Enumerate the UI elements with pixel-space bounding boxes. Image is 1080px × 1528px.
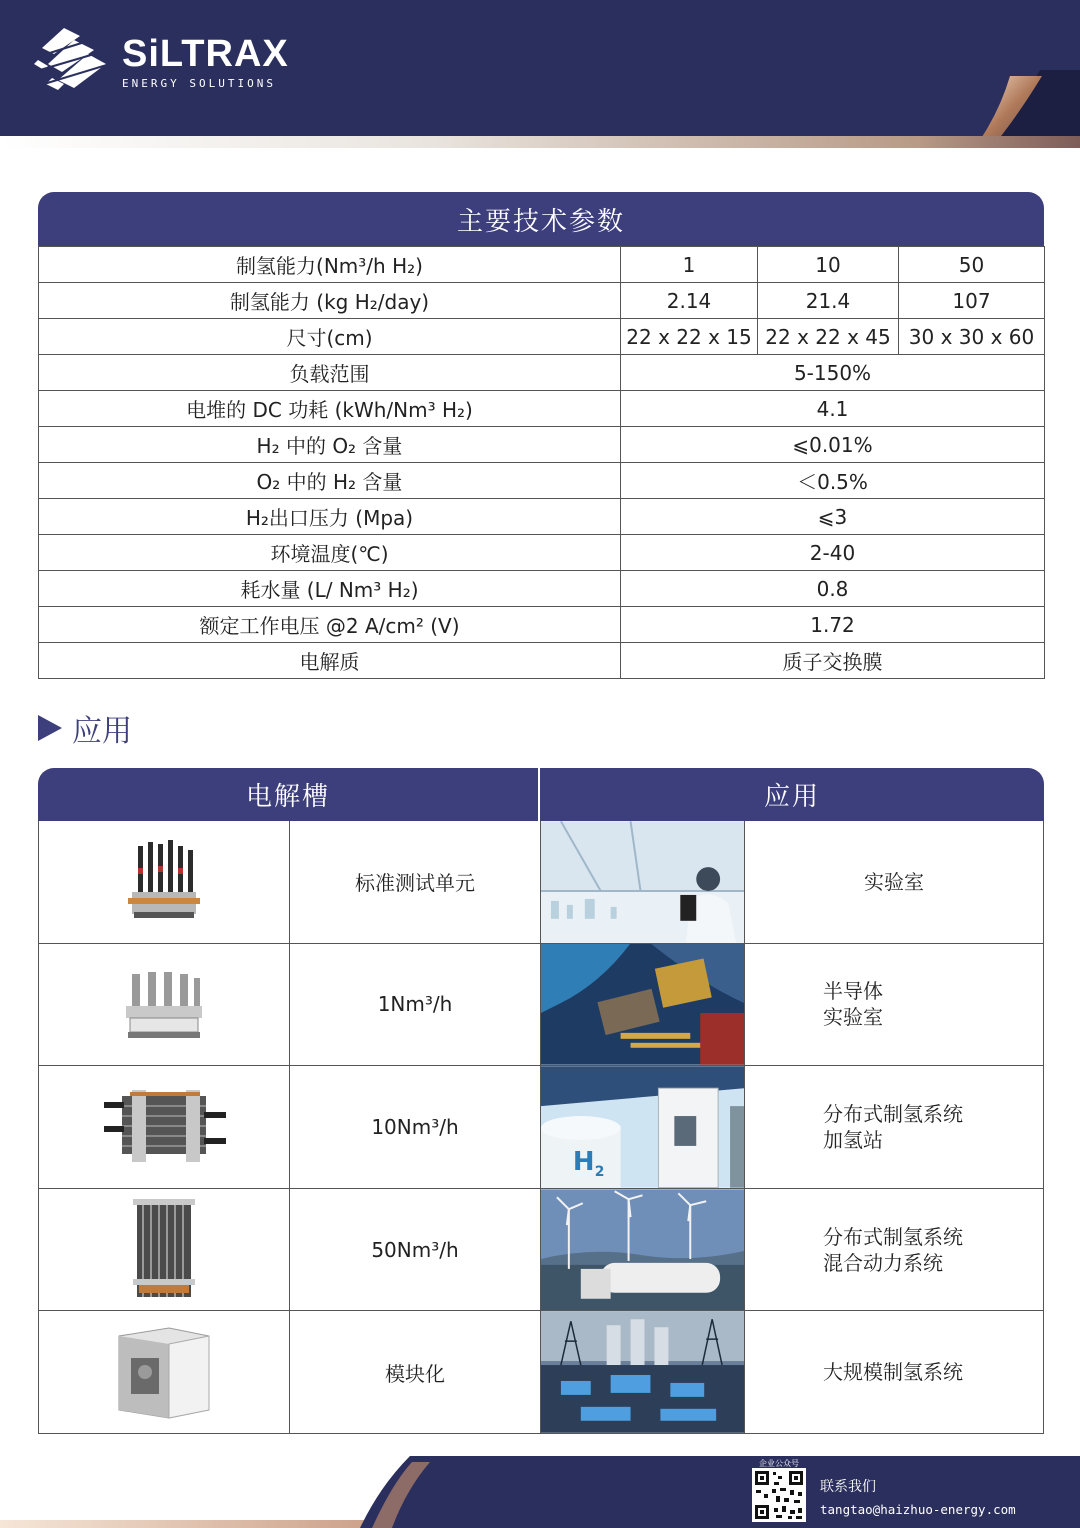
spec-label: H₂出口压力 (Mpa) <box>39 499 621 535</box>
section-heading-text: 应用 <box>72 714 132 749</box>
table-row <box>38 944 1044 1067</box>
application-use-text: 混合动力系统 <box>823 1250 943 1275</box>
header-application: 应用 <box>540 768 1044 821</box>
section-heading <box>38 706 132 750</box>
table-row <box>39 571 1045 607</box>
application-photo-cell <box>540 821 744 943</box>
spec-value: ⩽3 <box>621 499 1045 535</box>
stack-1nm-icon <box>114 954 214 1054</box>
table-row <box>39 607 1045 643</box>
spec-value: 21.4 <box>758 283 899 319</box>
application-photo-cell <box>540 1066 744 1188</box>
spec-value: ⩽0.01% <box>621 427 1045 463</box>
application-table-header <box>38 768 1044 821</box>
device-image-cell <box>38 821 289 943</box>
spec-value: ＜0.5% <box>621 463 1045 499</box>
application-use-text: 半导体 <box>823 979 883 1004</box>
spec-table-body <box>38 246 1045 679</box>
application-table <box>38 768 1044 1434</box>
application-use-text: 加氢站 <box>823 1127 883 1152</box>
lab-photo <box>541 821 744 943</box>
device-model-label: 模块化 <box>289 1311 540 1433</box>
application-use-cell <box>744 821 1044 943</box>
qr-code-label: 企业公众号 <box>759 1459 799 1468</box>
application-use-text: 实验室 <box>823 1005 883 1030</box>
application-use-text: 大规模制氢系统 <box>823 1360 963 1385</box>
device-image-cell <box>38 1189 289 1311</box>
spec-label: 环境温度(℃) <box>39 535 621 571</box>
device-image-cell <box>38 944 289 1066</box>
spec-label: 制氢能力(Nm³/h H₂) <box>39 247 621 283</box>
application-photo-cell <box>540 944 744 1066</box>
svg-text:H: H <box>572 1146 595 1177</box>
application-use-text: 实验室 <box>864 869 924 894</box>
semiconductor-photo <box>541 944 744 1066</box>
table-row <box>39 463 1045 499</box>
table-row <box>39 355 1045 391</box>
spec-value: 4.1 <box>621 391 1045 427</box>
spec-value: 22 x 22 x 15 <box>621 319 758 355</box>
application-use-cell <box>744 1066 1044 1188</box>
table-row <box>39 319 1045 355</box>
module-cabinet-icon <box>109 1322 219 1422</box>
device-image-cell <box>38 1311 289 1433</box>
application-use-text: 分布式制氢系统 <box>823 1101 963 1126</box>
device-model-label: 标准测试单元 <box>289 821 540 943</box>
spec-table <box>38 192 1044 679</box>
test-cell-icon <box>114 832 214 932</box>
spec-value: 107 <box>899 283 1045 319</box>
spec-label: 耗水量 (L/ Nm³ H₂) <box>39 571 621 607</box>
brand-logo[interactable] <box>34 26 289 98</box>
triangle-bullet-icon <box>38 715 62 741</box>
table-row <box>38 821 1044 944</box>
siltrax-wave-icon <box>34 26 110 98</box>
application-use-cell <box>744 1189 1044 1311</box>
application-photo-cell <box>540 1189 744 1311</box>
device-model-label: 50Nm³/h <box>289 1189 540 1311</box>
spec-label: 负载范围 <box>39 355 621 391</box>
application-use-cell <box>744 1311 1044 1433</box>
grid-plant-photo <box>541 1311 744 1433</box>
spec-value: 30 x 30 x 60 <box>899 319 1045 355</box>
table-row <box>39 643 1045 679</box>
spec-table-title: 主要技术参数 <box>38 192 1044 246</box>
table-row <box>38 1311 1044 1434</box>
spec-value: 50 <box>899 247 1045 283</box>
spec-value: 质子交换膜 <box>621 643 1045 679</box>
spec-value: 10 <box>758 247 899 283</box>
brand-tagline: ENERGY SOLUTIONS <box>122 76 276 90</box>
spec-value: 5-150% <box>621 355 1045 391</box>
page-header <box>0 0 1080 148</box>
table-row <box>39 499 1045 535</box>
table-row <box>38 1066 1044 1189</box>
table-row <box>39 391 1045 427</box>
spec-label: 电解质 <box>39 643 621 679</box>
spec-value: 2.14 <box>621 283 758 319</box>
spec-label: 额定工作电压 @2 A/cm² (V) <box>39 607 621 643</box>
h2-station-photo <box>541 1066 744 1188</box>
spec-label: 电堆的 DC 功耗 (kWh/Nm³ H₂) <box>39 391 621 427</box>
table-row <box>39 283 1045 319</box>
qr-code-icon[interactable] <box>752 1468 806 1522</box>
application-use-text: 分布式制氢系统 <box>823 1224 963 1249</box>
contact-block <box>820 1476 1016 1517</box>
table-row <box>39 247 1045 283</box>
spec-label: 制氢能力 (kg H₂/day) <box>39 283 621 319</box>
spec-label: 尺寸(cm) <box>39 319 621 355</box>
stack-10nm-icon <box>94 1082 234 1172</box>
spec-label: O₂ 中的 H₂ 含量 <box>39 463 621 499</box>
stack-50nm-icon <box>119 1195 209 1305</box>
contact-title: 联系我们 <box>820 1479 876 1495</box>
svg-text:2: 2 <box>594 1163 605 1180</box>
contact-email-link[interactable]: tangtao@haizhuo-energy.com <box>820 1502 1016 1517</box>
spec-value: 0.8 <box>621 571 1045 607</box>
application-photo-cell <box>540 1311 744 1433</box>
device-model-label: 10Nm³/h <box>289 1066 540 1188</box>
spec-value: 2-40 <box>621 535 1045 571</box>
table-row <box>39 427 1045 463</box>
brand-name: SiLTRAX <box>122 32 289 75</box>
table-row <box>38 1189 1044 1312</box>
spec-value: 22 x 22 x 45 <box>758 319 899 355</box>
table-row <box>39 535 1045 571</box>
spec-value: 1.72 <box>621 607 1045 643</box>
device-model-label: 1Nm³/h <box>289 944 540 1066</box>
header-electrolyzer: 电解槽 <box>38 768 540 821</box>
header-band <box>0 136 1080 148</box>
wind-hybrid-photo <box>541 1189 744 1311</box>
application-use-cell <box>744 944 1044 1066</box>
spec-value: 1 <box>621 247 758 283</box>
device-image-cell <box>38 1066 289 1188</box>
spec-label: H₂ 中的 O₂ 含量 <box>39 427 621 463</box>
